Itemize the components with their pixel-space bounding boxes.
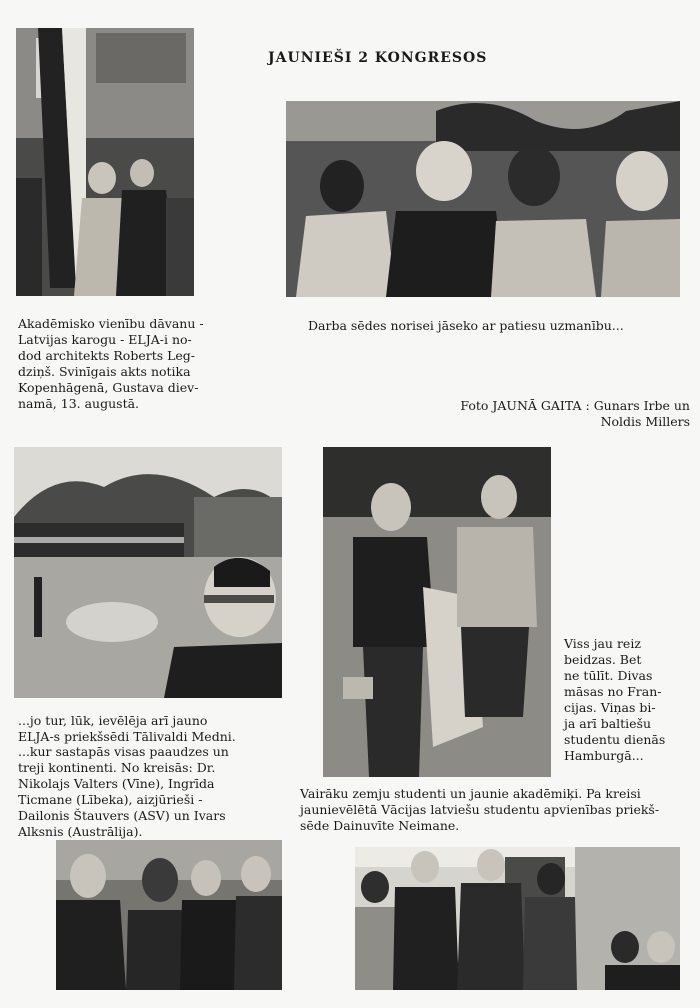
caption-line: Ticmane (Lībeka), aizjūrieši - <box>18 792 203 807</box>
caption-line: Alksnis (Austrālija). <box>18 824 143 839</box>
photo-session <box>286 101 680 297</box>
caption-line: ...jo tur, lūk, ievēlēja arī jauno <box>18 713 208 728</box>
caption-line: beidzas. Bet <box>564 652 642 667</box>
photo-group <box>56 840 282 990</box>
caption-line: studentu dienās <box>564 732 666 747</box>
credit-line: Noldis Millers <box>600 414 690 429</box>
credit-line: Foto JAUNĀ GAITA : Gunars Irbe un <box>460 398 690 413</box>
caption-line: namā, 13. augustā. <box>18 396 140 411</box>
photo-chairman <box>14 447 282 698</box>
caption-line: cijas. Viņas bi- <box>564 700 656 715</box>
caption-line: Dailonis Štauvers (ASV) un Ivars <box>18 808 226 823</box>
caption-line: Latvijas karogu - ELJA-i no- <box>18 332 192 347</box>
caption-line: Darba sēdes norisei jāseko ar patiesu uzmanību... <box>308 318 624 333</box>
caption-line: Nikolajs Valters (Vīne), Ingrīda <box>18 776 215 791</box>
caption-session <box>308 318 678 334</box>
caption-flag-ceremony <box>18 316 214 412</box>
photo-sisters <box>323 447 551 777</box>
caption-line: Akadēmisko vienību dāvanu - <box>18 316 204 331</box>
photo-flag-ceremony <box>16 28 194 296</box>
caption-line: Vairāku zemju studenti un jaunie akadēmiķi. Pa kreisi <box>300 786 641 801</box>
page-title: JAUNIEŠI 2 KONGRESOS <box>268 50 488 66</box>
caption-line: māsas no Fran- <box>564 684 662 699</box>
photo-credit <box>380 398 690 430</box>
photo-students <box>355 847 680 990</box>
caption-line: ELJA-s priekšsēdi Tālivaldi Medni. <box>18 729 236 744</box>
caption-line: ja arī baltiešu <box>564 716 652 731</box>
caption-line: ...kur sastapās visas paaudzes un <box>18 744 229 759</box>
caption-students <box>300 786 690 834</box>
caption-line: jaunievēlētā Vācijas latviešu studentu apvienības priekš- <box>300 802 660 817</box>
caption-line: ne tūlīt. Divas <box>564 668 653 683</box>
caption-line: Kopenhāgenā, Gustava diev- <box>18 380 199 395</box>
caption-sisters <box>564 636 680 764</box>
caption-line: Hamburgā... <box>564 748 644 763</box>
caption-line: dziņš. Svinīgais akts notika <box>18 364 191 379</box>
caption-line: dod architekts Roberts Leg- <box>18 348 196 363</box>
caption-line: sēde Dainuvīte Neimane. <box>300 818 460 833</box>
caption-continents <box>18 744 280 840</box>
caption-line: treji kontinenti. No kreisās: Dr. <box>18 760 216 775</box>
caption-chairman <box>18 713 288 745</box>
caption-line: Viss jau reiz <box>564 636 641 651</box>
